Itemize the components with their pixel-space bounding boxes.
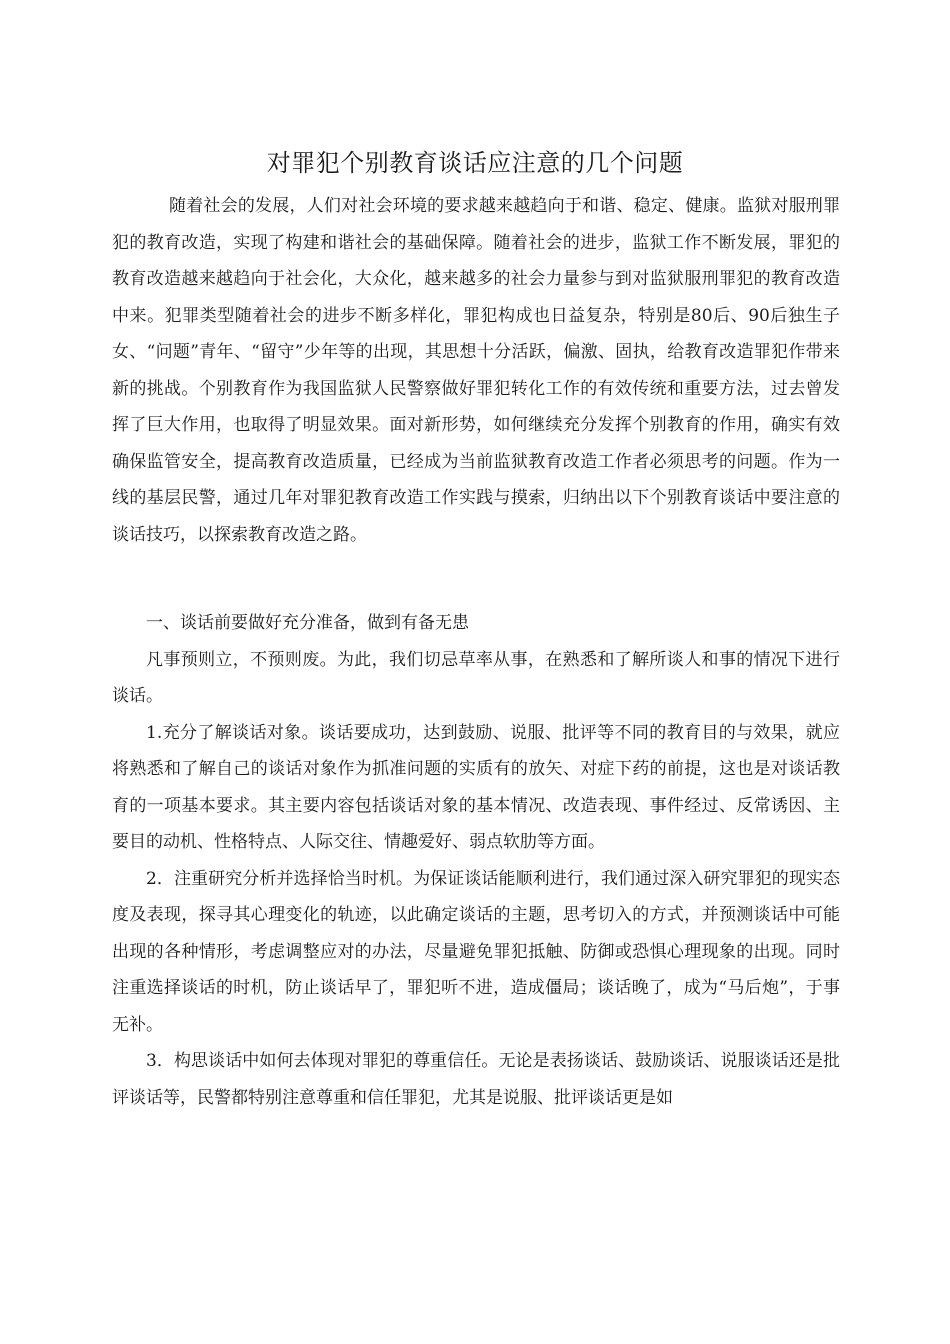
- section-heading: 一、谈话前要做好充分准备，做到有备无患: [146, 613, 469, 633]
- document-title: 对罪犯个别教育谈话应注意的几个问题: [266, 149, 684, 177]
- item-2-paragraph: 2．注重研究分析并选择恰当时机。为保证谈话能顺利进行，我们通过深入研究罪犯的现实态度及表现，探寻其心理变化的轨迹，以此确定谈话的主题，思考切入的方式，并预测谈话中可能出现的各种情形，考虑调整应对的办法，尽量避免罪犯抵触、防御或恐惧心理现象的出现。同时注重选择谈话的时机，防止谈话早了，罪犯听不进，造成僵局；谈话晚了，成为“马后炮”，于事无补。: [112, 868, 840, 1035]
- item-3-paragraph: 3．构思谈话中如何去体现对罪犯的尊重信任。无论是表扬谈话、鼓励谈话、说服谈话还是批评谈话等，民警都特别注意尊重和信任罪犯，尤其是说服、批评谈话更是如: [112, 1051, 840, 1108]
- intro-paragraph: 随着社会的发展，人们对社会环境的要求越来越趋向于和谐、稳定、健康。监狱对服刑罪犯的教育改造，实现了构建和谐社会的基础保障。随着社会的进步，监狱工作不断发展，罪犯的教育改造越来越趋向于社会化，大众化，越来越多的社会力量参与到对监狱服刑罪犯的教育改造中来。犯罪类型随着社会的进步不断多样化，罪犯构成也日益复杂，特别是80后、90后独生子女、“问题”青年、“留守”少年等的出现，其思想十分活跃，偏激、固执，给教育改造罪犯作带来新的挑战。个别教育作为我国监狱人民警察做好罪犯转化工作的有效传统和重要方法，过去曾发挥了巨大作用，也取得了明显效果。面对新形势，如何继续充分发挥个别教育的作用，确实有效确保监管安全，提高教育改造质量，已经成为当前监狱教育改造工作者必须思考的问题。作为一线的基层民警，通过几年对罪犯教育改造工作实践与摸索，归纳出以下个别教育谈话中要注意的谈话技巧，以探索教育改造之路。: [112, 196, 840, 545]
- paragraph-gap: [112, 553, 840, 605]
- section-lead-paragraph: 凡事预则立，不预则废。为此，我们切忌草率从事，在熟悉和了解所谈人和事的情况下进行谈话。: [112, 649, 840, 706]
- item-1-paragraph: 1.充分了解谈话对象。谈话要成功，达到鼓励、说服、批评等不同的教育目的与效果，就应将熟悉和了解自己的谈话对象作为抓准问题的实质有的放矢、对症下药的前提，这也是对谈话教育的一项基本要求。其主要内容包括谈话对象的基本情况、改造表现、事件经过、反常诱因、主要目的动机、性格特点、人际交往、情趣爱好、弱点软肋等方面。: [112, 722, 840, 852]
- document-body: [112, 188, 840, 1116]
